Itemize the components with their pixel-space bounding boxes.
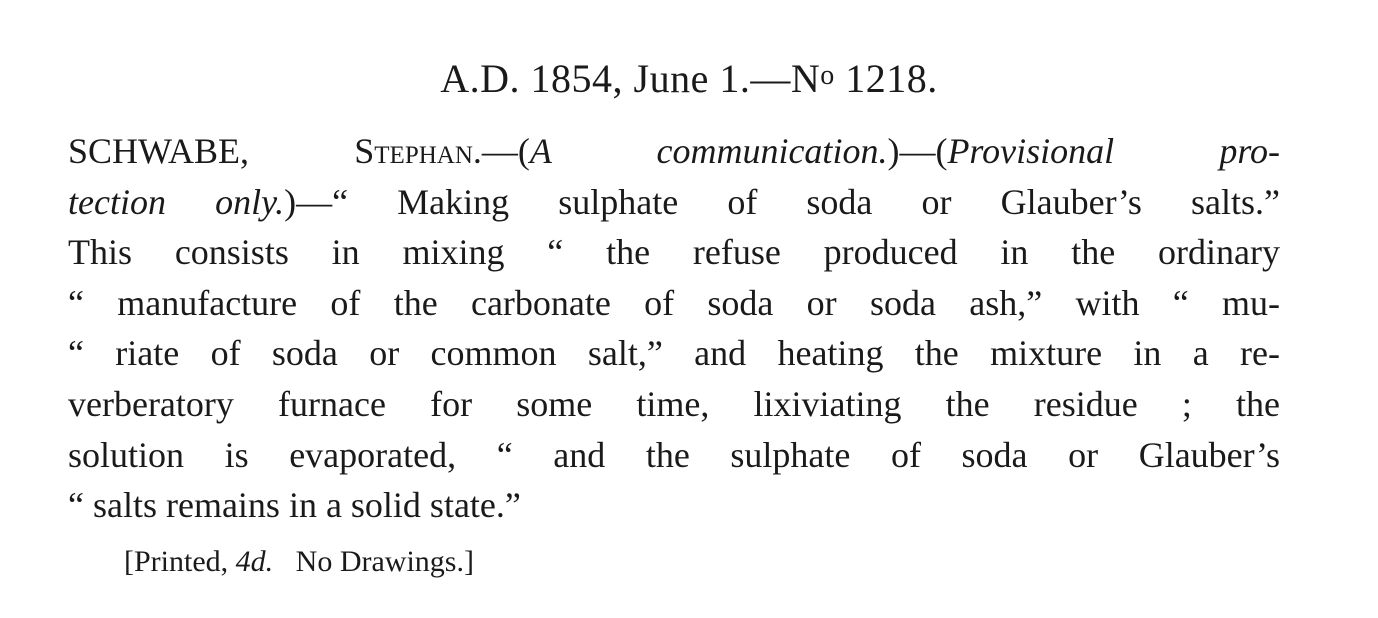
printed-note <box>124 540 474 584</box>
patent-heading <box>0 50 1378 105</box>
entry-line-6: verberatory furnace for some time, lixiviating the residue ; the <box>68 383 1280 424</box>
drawings-note: No Drawings.] <box>273 545 474 578</box>
communication-note: A communication. <box>529 131 888 171</box>
price: 4d. <box>235 545 274 578</box>
printed-label: [Printed, <box>124 545 236 578</box>
entry-line-3: This consists in mixing “ the refuse produced in the ordinary <box>68 232 1280 273</box>
provisional-note-part2: tection only. <box>68 181 285 222</box>
heading-date-text: A.D. 1854, June 1.—N <box>440 56 821 101</box>
entry-line-7: solution is evaporated, “ and the sulphate of soda or Glauber’s <box>68 434 1280 475</box>
number-sign-superscript: o <box>820 60 835 91</box>
entry-line-5: “ riate of soda or common salt,” and heating the mixture in a re- <box>68 333 1280 374</box>
patent-number: 1218. <box>834 56 938 101</box>
dash-text: —( <box>481 131 530 171</box>
dash-text: )—( <box>887 131 948 171</box>
entry-body <box>68 126 1280 531</box>
invention-title: )—“ Making sulphate of soda or Glauber’s salts.” <box>284 181 1280 222</box>
entry-line-1 <box>68 126 1280 177</box>
applicant-surname: SCHWABE, <box>68 131 250 171</box>
provisional-note-part1: Provisional pro- <box>947 131 1280 171</box>
entry-line-8: “ salts remains in a solid state.” <box>68 485 521 526</box>
entry-line-4: “ manufacture of the carbonate of soda or soda ash,” with “ mu- <box>68 282 1280 323</box>
applicant-forename: Stephan. <box>354 131 482 171</box>
entry-line-2 <box>68 177 1280 228</box>
